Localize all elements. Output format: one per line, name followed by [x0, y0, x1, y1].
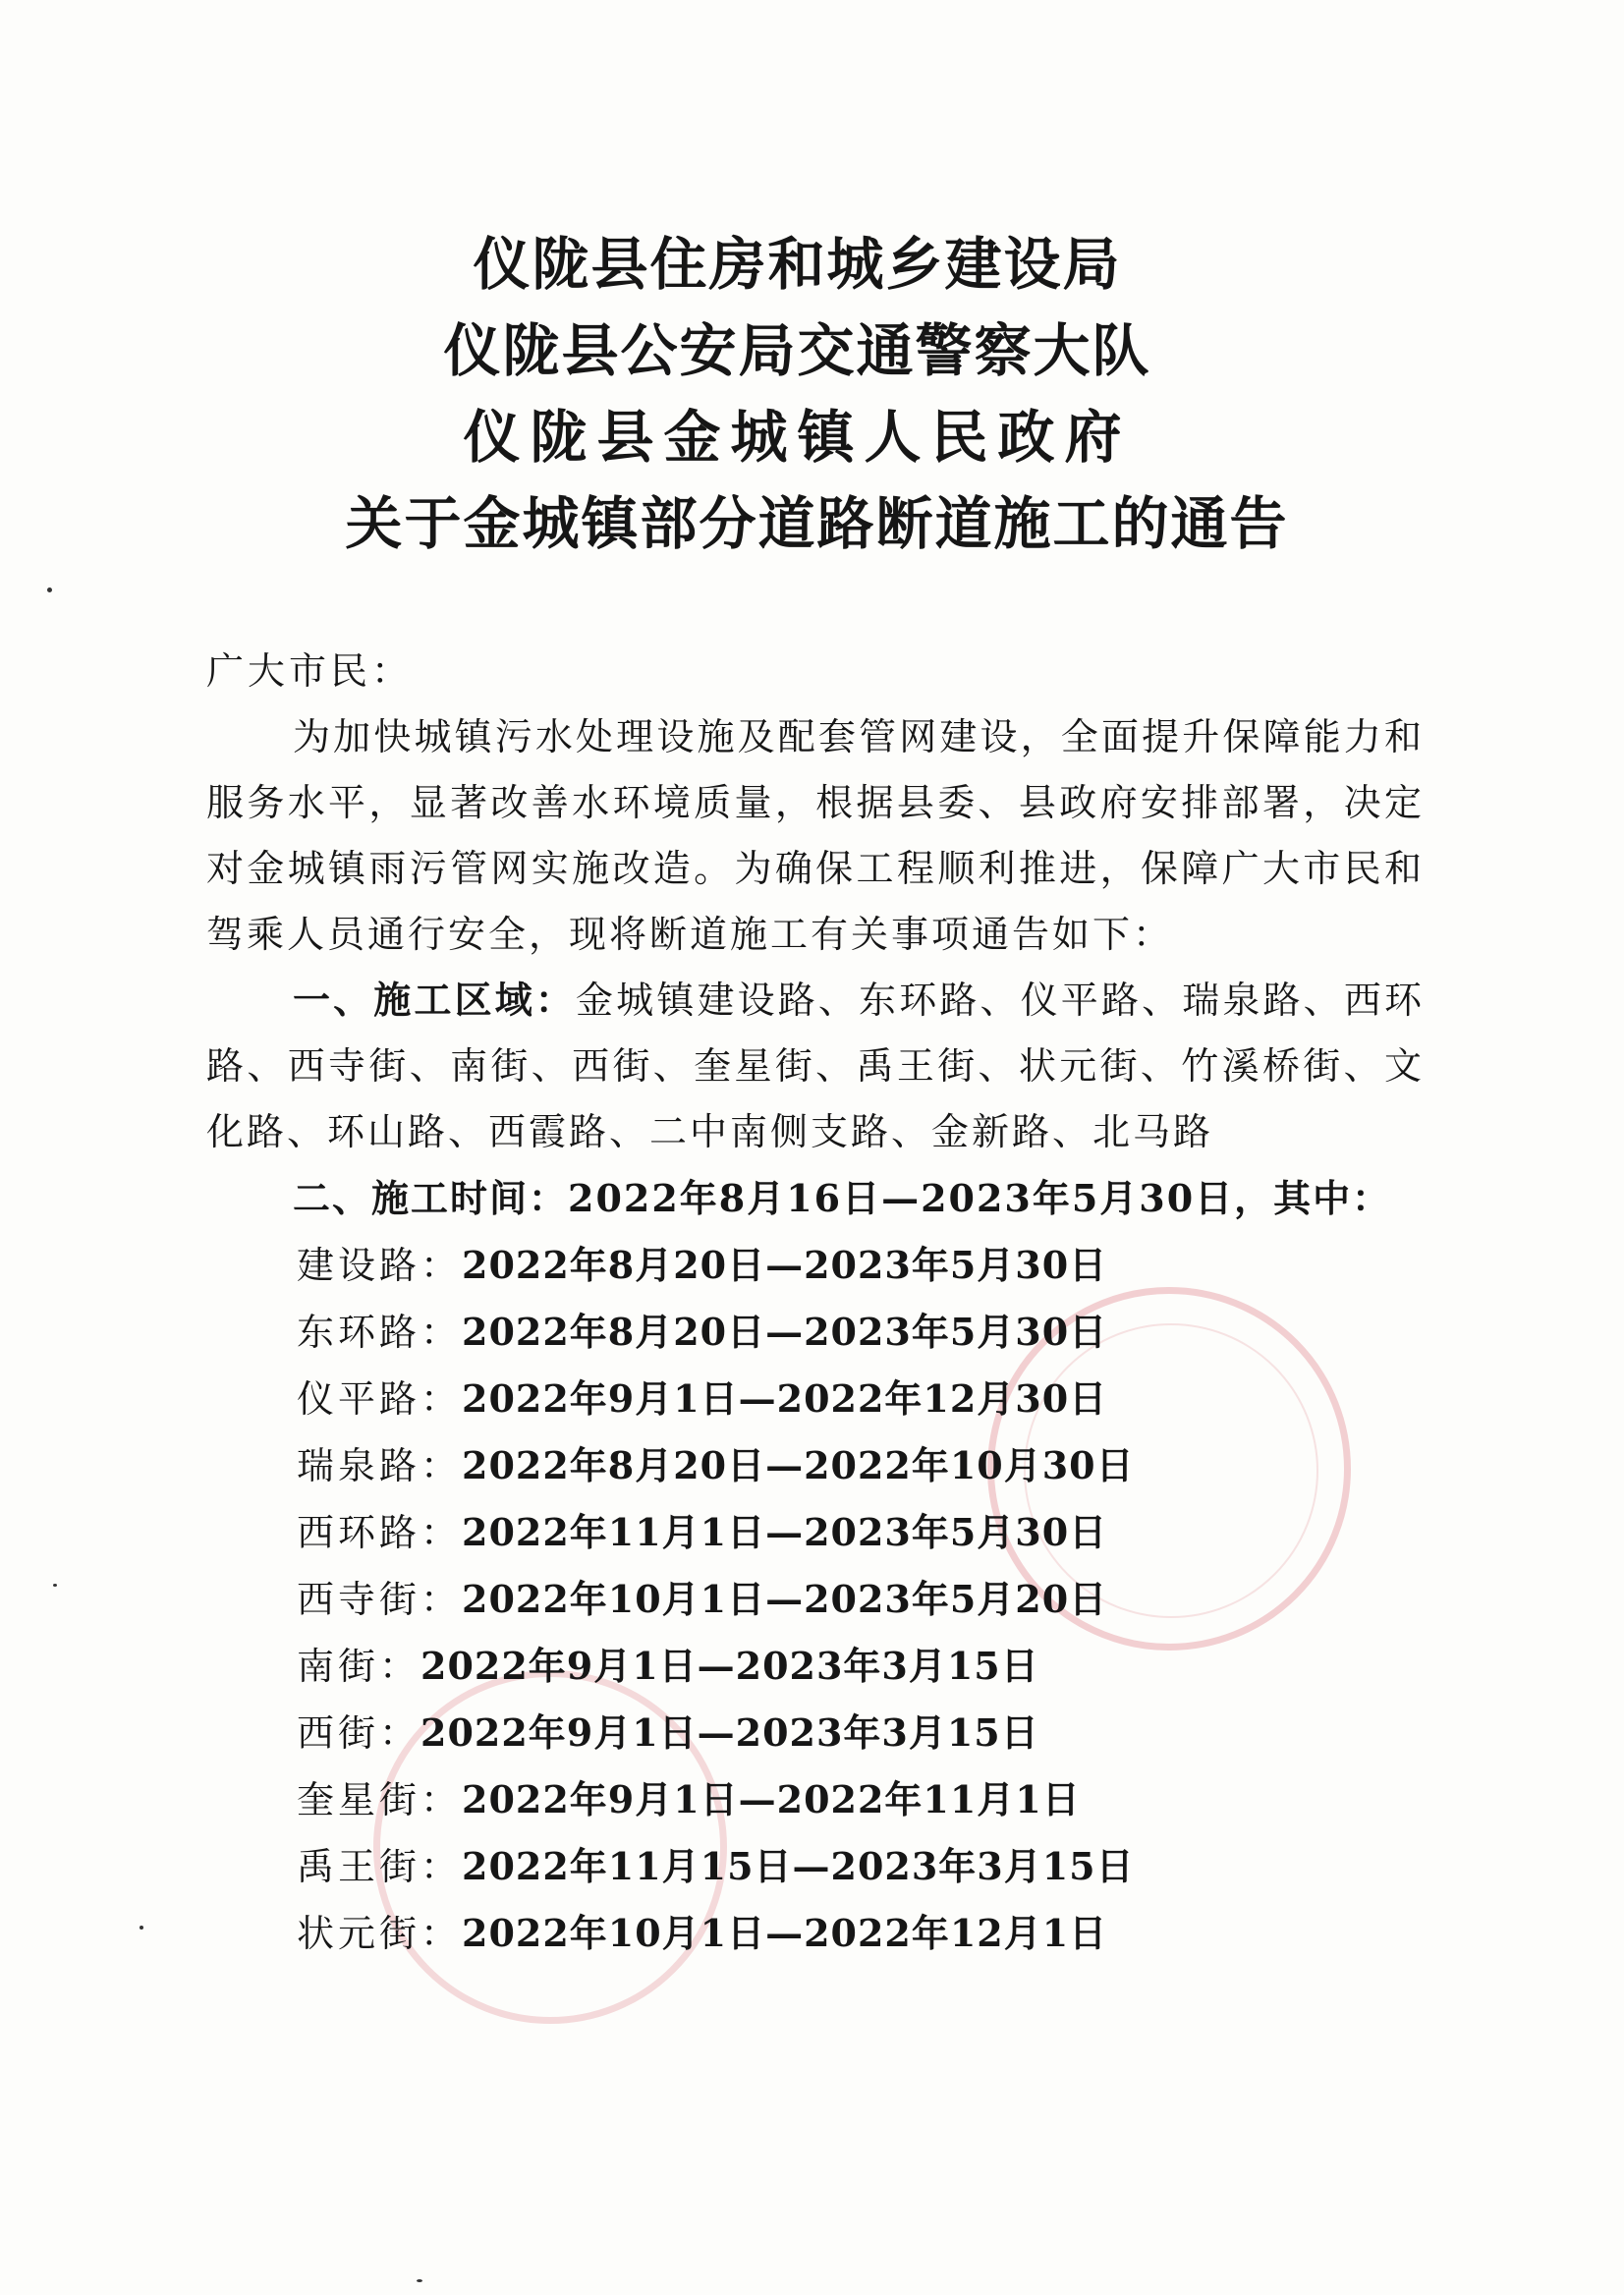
construction-area-paragraph	[206, 968, 1425, 1165]
schedule-dates: 2022年9月1日—2022年11月1日	[462, 1777, 1081, 1821]
schedule-row	[297, 1766, 1425, 1833]
notice-title: 关于金城镇部分道路断道施工的通告	[345, 490, 1289, 557]
schedule-dates: 2022年11月15日—2023年3月15日	[462, 1844, 1135, 1888]
schedule-road: 仪平路：	[297, 1377, 463, 1421]
schedule-dates: 2022年8月20日—2022年10月30日	[462, 1443, 1135, 1487]
schedule-road: 南街：	[297, 1645, 421, 1688]
title-issuer-traffic-police: 仪陇县公安局交通警察大队	[443, 317, 1151, 384]
construction-time-paragraph	[206, 1165, 1425, 1232]
construction-time-text: 2022年8月16日—2023年5月30日，其中：	[568, 1176, 1392, 1220]
schedule-dates: 2022年9月1日—2023年3月15日	[420, 1644, 1039, 1688]
schedule-road: 奎星街：	[297, 1778, 463, 1821]
schedule-dates: 2022年9月1日—2023年3月15日	[420, 1710, 1039, 1755]
title-issuer-town-government: 仪陇县金城镇人民政府	[463, 404, 1132, 471]
schedule-road: 东环路：	[297, 1311, 463, 1354]
schedule-road: 西街：	[297, 1711, 421, 1755]
schedule-dates: 2022年8月20日—2023年5月30日	[462, 1310, 1108, 1354]
construction-area-heading: 一、施工区域：	[293, 979, 577, 1022]
notice-title-block	[0, 221, 1624, 567]
schedule-dates: 2022年9月1日—2022年12月30日	[462, 1376, 1108, 1421]
schedule-road: 建设路：	[297, 1244, 463, 1287]
schedule-dates: 2022年8月20日—2023年5月30日	[462, 1243, 1108, 1287]
schedule-row	[297, 1366, 1425, 1432]
schedule-road: 西环路：	[297, 1511, 463, 1554]
schedule-row	[297, 1432, 1425, 1499]
road-schedule-list	[206, 1232, 1425, 1967]
schedule-road: 状元街：	[297, 1912, 463, 1955]
scan-speck	[47, 588, 52, 592]
schedule-row	[297, 1633, 1425, 1700]
schedule-row	[297, 1499, 1425, 1566]
schedule-dates: 2022年10月1日—2023年5月20日	[462, 1577, 1108, 1621]
construction-area-text: 金城镇建设路、东环路、仪平路、瑞泉路、西环路、西寺街、南街、西街、奎星街、禹王街、状元街、竹溪桥街、文化路、环山路、西霞路、二中南侧支路、金新路、北马路	[206, 979, 1425, 1153]
notice-body	[206, 639, 1425, 1967]
schedule-row	[297, 1566, 1425, 1633]
schedule-road: 禹王街：	[297, 1845, 463, 1888]
scan-speck	[53, 1584, 57, 1587]
scan-speck	[417, 2279, 422, 2282]
schedule-row	[297, 1232, 1425, 1299]
schedule-row	[297, 1299, 1425, 1366]
scan-speck	[140, 1926, 143, 1930]
schedule-row	[297, 1700, 1425, 1766]
construction-time-heading: 二、施工时间：	[293, 1177, 569, 1220]
intro-paragraph: 为加快城镇污水处理设施及配套管网建设，全面提升保障能力和服务水平，显著改善水环境质量，根据县委、县政府安排部署，决定对金城镇雨污管网实施改造。为确保工程顺利推进，保障广大市民和驾乘人员通行安全，现将断道施工有关事项通告如下：	[206, 715, 1425, 956]
schedule-dates: 2022年10月1日—2022年12月1日	[462, 1911, 1108, 1955]
salutation: 广大市民：	[206, 649, 414, 693]
schedule-road: 西寺街：	[297, 1578, 463, 1621]
schedule-dates: 2022年11月1日—2023年5月30日	[462, 1510, 1108, 1554]
schedule-row	[297, 1900, 1425, 1967]
schedule-road: 瑞泉路：	[297, 1444, 463, 1487]
schedule-row	[297, 1833, 1425, 1900]
title-issuer-housing-bureau: 仪陇县住房和城乡建设局	[473, 231, 1122, 298]
